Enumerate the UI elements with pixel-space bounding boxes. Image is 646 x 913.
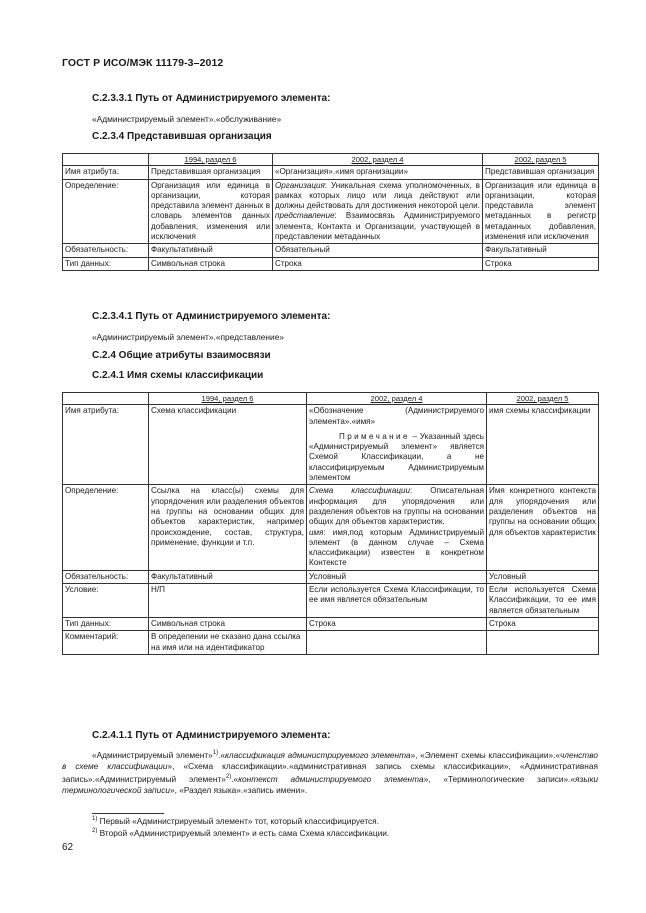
row-label: Комментарий: — [63, 631, 149, 655]
cell: Символьная строка — [149, 617, 307, 630]
section-heading-c2331: С.2.3.3.1 Путь от Администрируемого элемента: — [92, 93, 331, 104]
cell: Строка — [273, 257, 483, 270]
table-row — [63, 617, 599, 630]
row-label: Имя атрибута: — [63, 405, 149, 485]
definition-text: : имя,под которым Администрируемый элемент (в данном случае – Схема классификации) известен в конкретном Контексте — [309, 527, 484, 568]
path-segment: языки терминологической записи — [62, 773, 598, 796]
path-text: «Администрируемый элемент».«представление» — [92, 332, 285, 342]
row-label: Условие: — [63, 584, 149, 618]
table-submitting-organization — [62, 153, 599, 271]
path-text: «Администрируемый элемент».«обслуживание» — [92, 114, 282, 124]
cell: Представившая организация — [483, 166, 599, 179]
row-label: Тип данных: — [63, 617, 149, 630]
footnote-divider — [92, 813, 164, 814]
path-segment: .« — [231, 773, 239, 784]
cell: Организация или единица в организации, которая представила элемент данных в словарь элементов данных добавления, изменения или исключения — [149, 179, 273, 244]
table-row — [63, 257, 599, 270]
path-segment: », «Схема классификации».«административная запись схемы классификации», «Административная запись».«Администрируемый элемент» — [62, 760, 598, 784]
cell: Факультативный — [149, 244, 273, 257]
row-label: Определение: — [63, 485, 149, 570]
cell: Факультативный — [483, 244, 599, 257]
cell: Условный — [487, 570, 599, 583]
table-header-row — [63, 393, 599, 405]
page-number: 62 — [62, 842, 74, 853]
path-segment: «Администрируемый элемент» — [92, 749, 213, 760]
definition-text: : Уникальная схема уполномоченных, в рамках которых лицо или лица действуют или должны действовать для достижения некоторой цели. — [275, 180, 480, 211]
cell: Схема классификации — [149, 405, 307, 485]
footnote-text: Второй «Администрируемый элемент» и есть сама Схема классификации. — [99, 828, 390, 838]
cell: В определении не сказано дана ссылка на имя или на идентификатор — [149, 631, 307, 655]
note — [309, 432, 484, 483]
section-heading-c241: С.2.4.1 Имя схемы классификации — [92, 370, 264, 381]
cell: Организация или единица в организации, которая представила элемент метаданных в регистр метаданных добавления, изменения или исключения — [483, 179, 599, 244]
footnote-ref[interactable]: 2) — [225, 774, 232, 781]
definition-text: : Взаимосвязь Администрируемого элемента, Контакта и Организации, участвующей в представлении метаданных — [275, 211, 480, 242]
document-header: ГОСТ Р ИСО/МЭК 11179-3–2012 — [62, 57, 224, 69]
table-row — [63, 631, 599, 655]
table-classification-scheme-name — [62, 392, 599, 655]
section-heading-c2341: С.2.3.4.1 Путь от Администрируемого элемента: — [92, 311, 331, 322]
footnote-mark: 2) — [92, 828, 98, 835]
header-cell-2002-5: 2002, раздел 5 — [483, 154, 599, 166]
footnote-mark: 1) — [92, 816, 98, 823]
cell — [487, 631, 599, 655]
table-row — [63, 244, 599, 257]
attribute-name: «Обозначение (Администрируемого элемента».«имя» — [309, 406, 484, 426]
term: Схема классификации — [309, 486, 410, 496]
row-label: Определение: — [63, 179, 149, 244]
cell: Обязательный — [273, 244, 483, 257]
section-heading-c24: С.2.4 Общие атрибуты взаимосвязи — [92, 350, 271, 361]
header-cell-2002-5: 2002, раздел 5 — [487, 393, 599, 405]
path-segment: », «Терминологические записи».« — [423, 773, 576, 784]
row-label: Обязательность: — [63, 570, 149, 583]
header-cell-2002-4: 2002, раздел 4 — [273, 154, 483, 166]
table-row — [63, 584, 599, 618]
cell: имя схемы классификации — [487, 405, 599, 485]
path-segment: членство в схеме классификации — [62, 749, 598, 771]
cell: Условный — [307, 570, 487, 583]
term: представление — [275, 211, 335, 221]
table-header-row — [63, 154, 599, 166]
cell: Если используется Схема Классификации, то ее имя является обязательным — [487, 584, 599, 618]
cell: Если используется Схема Классификации, то ее имя является обязательным — [307, 584, 487, 618]
footnote-ref[interactable]: 1) — [212, 750, 219, 756]
cell: Строка — [483, 257, 599, 270]
cell: Строка — [307, 617, 487, 630]
note-label: Примечание — [339, 431, 410, 441]
path-segment: », «Элемент схемы классификации».« — [410, 749, 560, 760]
path-segment: классификация администрируемого элемента — [225, 749, 411, 760]
path-paragraph — [62, 748, 598, 796]
footnote — [92, 828, 389, 838]
header-cell-2002-4: 2002, раздел 4 — [307, 393, 487, 405]
cell: Факультативный — [149, 570, 307, 583]
table-row — [63, 570, 599, 583]
note-text: – Указанный здесь «Администрируемый элемент» является Схемой Классификации, а не классифицируемым Администрируемым элементом — [309, 431, 484, 483]
term: имя — [309, 527, 324, 537]
definition-text: : Описательная информация для упорядочения или разделения объектов на группы на основании общих для объектов характеристик. — [309, 486, 484, 527]
table-row — [63, 485, 599, 570]
row-label: Обязательность: — [63, 244, 149, 257]
section-heading-c234: С.2.3.4 Представившая организация — [92, 131, 272, 142]
table-row — [63, 405, 599, 485]
cell — [307, 631, 487, 655]
cell: Имя конкретного контекста для упорядочения или разделения объектов на группы на основании общих для объектов характеристик — [487, 485, 599, 570]
cell: Ссылка на класс(ы) схемы для упорядочения или разделения объектов на группы на основании общих для объектов характеристик, например происхождение, состав, структура, применение, функции и т.п. — [149, 485, 307, 570]
row-label: Тип данных: — [63, 257, 149, 270]
cell: Строка — [487, 617, 599, 630]
cell — [273, 179, 483, 244]
section-heading-c2411: С.2.4.1.1 Путь от Администрируемого элемента: — [92, 730, 331, 741]
cell: «Организация».«имя организации» — [273, 166, 483, 179]
header-cell-1994: 1994, раздел 6 — [149, 393, 307, 405]
cell: Представившая организация — [149, 166, 273, 179]
cell: Н/П — [149, 584, 307, 618]
header-cell-empty — [63, 154, 149, 166]
footnote-text: Первый «Администрируемый элемент» тот, который классифицируется. — [99, 816, 379, 826]
footnote — [92, 816, 379, 826]
cell — [307, 485, 487, 570]
cell — [307, 405, 487, 485]
header-cell-empty — [63, 393, 149, 405]
path-segment: .« — [218, 749, 225, 760]
term: Организация — [275, 180, 325, 190]
header-cell-1994: 1994, раздел 6 — [149, 154, 273, 166]
path-segment: », «Раздел языка».«запись имени». — [170, 785, 308, 796]
cell: Символьная строка — [149, 257, 273, 270]
table-row — [63, 179, 599, 244]
row-label: Имя атрибута: — [63, 166, 149, 179]
table-row — [63, 166, 599, 179]
path-segment: контекст администрируемого элемента — [238, 773, 424, 784]
